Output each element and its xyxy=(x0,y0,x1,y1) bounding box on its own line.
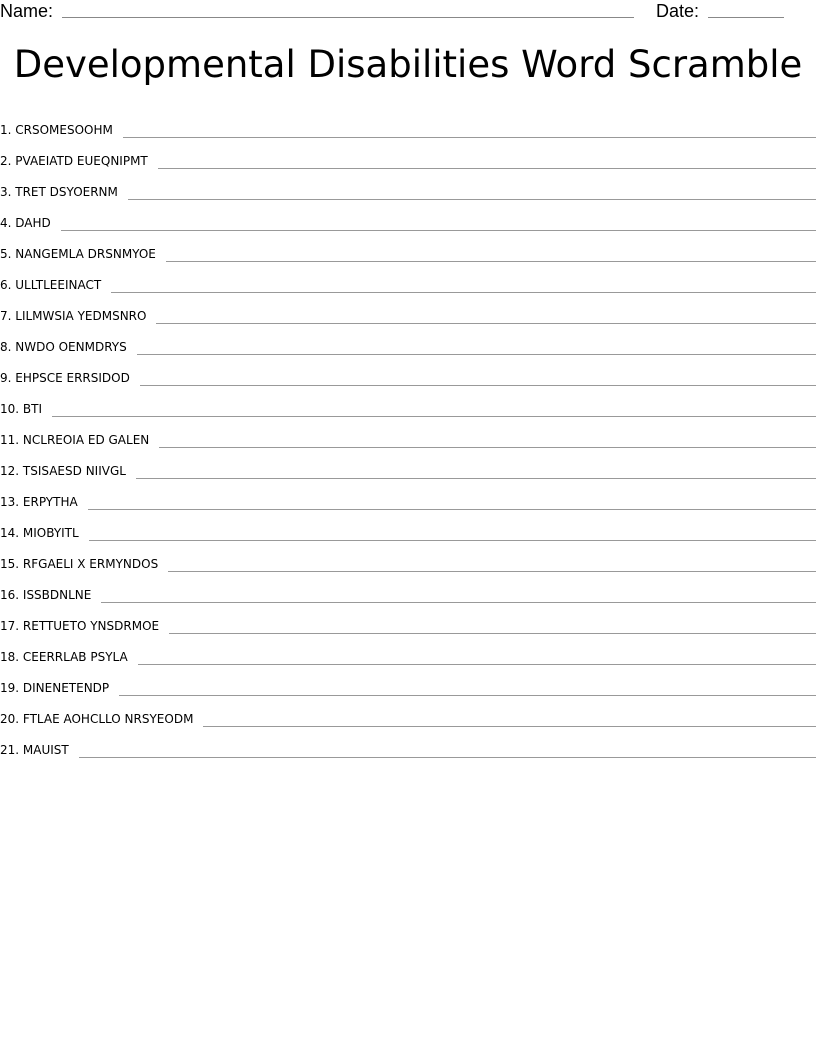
scrambled-word: 16. ISSBDNLNE xyxy=(0,588,92,602)
list-item xyxy=(0,452,816,483)
list-item xyxy=(0,390,816,421)
list-item xyxy=(0,266,816,297)
answer-line[interactable] xyxy=(136,478,816,479)
date-field-line[interactable] xyxy=(708,17,784,18)
answer-line[interactable] xyxy=(156,323,816,324)
answer-line[interactable] xyxy=(52,416,816,417)
scrambled-word: 7. LILMWSIA YEDMSNRO xyxy=(0,309,147,323)
scrambled-word: 12. TSISAESD NIIVGL xyxy=(0,464,126,478)
header-row xyxy=(0,0,816,24)
list-item xyxy=(0,173,816,204)
list-item xyxy=(0,359,816,390)
scrambled-word: 2. PVAEIATD EUEQNIPMT xyxy=(0,154,148,168)
list-item xyxy=(0,669,816,700)
answer-line[interactable] xyxy=(123,137,816,138)
list-item xyxy=(0,576,816,607)
date-label: Date: xyxy=(656,1,700,21)
scrambled-word: 21. MAUIST xyxy=(0,743,69,757)
list-item xyxy=(0,545,816,576)
scramble-list xyxy=(0,111,816,762)
scrambled-word: 17. RETTUETO YNSDRMOE xyxy=(0,619,160,633)
scrambled-word: 9. EHPSCE ERRSIDOD xyxy=(0,371,130,385)
list-item xyxy=(0,235,816,266)
scrambled-word: 4. DAHD xyxy=(0,216,51,230)
list-item xyxy=(0,731,816,762)
list-item xyxy=(0,514,816,545)
scrambled-word: 14. MIOBYITL xyxy=(0,526,79,540)
scrambled-word: 15. RFGAELI X ERMYNDOS xyxy=(0,557,159,571)
answer-line[interactable] xyxy=(128,199,816,200)
answer-line[interactable] xyxy=(168,571,816,572)
scrambled-word: 5. NANGEMLA DRSNMYOE xyxy=(0,247,156,261)
name-field-line[interactable] xyxy=(62,17,634,18)
answer-line[interactable] xyxy=(158,168,816,169)
scrambled-word: 8. NWDO OENMDRYS xyxy=(0,340,127,354)
list-item xyxy=(0,328,816,359)
list-item xyxy=(0,204,816,235)
scrambled-word: 10. BTI xyxy=(0,402,42,416)
scrambled-word: 20. FTLAE AOHCLLO NRSYEODM xyxy=(0,712,194,726)
scrambled-word: 19. DINENETENDP xyxy=(0,681,110,695)
name-label: Name: xyxy=(0,1,54,21)
answer-line[interactable] xyxy=(79,757,816,758)
list-item xyxy=(0,638,816,669)
list-item xyxy=(0,483,816,514)
list-item xyxy=(0,607,816,638)
list-item xyxy=(0,111,816,142)
answer-line[interactable] xyxy=(140,385,816,386)
answer-line[interactable] xyxy=(137,354,816,355)
scrambled-word: 13. ERPYTHA xyxy=(0,495,78,509)
answer-line[interactable] xyxy=(203,726,816,727)
answer-line[interactable] xyxy=(159,447,816,448)
list-item xyxy=(0,421,816,452)
scrambled-word: 11. NCLREOIA ED GALEN xyxy=(0,433,150,447)
scrambled-word: 18. CEERRLAB PSYLA xyxy=(0,650,128,664)
scrambled-word: 1. CRSOMESOOHM xyxy=(0,123,113,137)
answer-line[interactable] xyxy=(101,602,816,603)
scrambled-word: 3. TRET DSYOERNM xyxy=(0,185,118,199)
answer-line[interactable] xyxy=(61,230,816,231)
answer-line[interactable] xyxy=(169,633,816,634)
answer-line[interactable] xyxy=(89,540,816,541)
answer-line[interactable] xyxy=(119,695,816,696)
list-item xyxy=(0,700,816,731)
page-title: Developmental Disabilities Word Scramble xyxy=(13,43,803,86)
list-item xyxy=(0,142,816,173)
list-item xyxy=(0,297,816,328)
scrambled-word: 6. ULLTLEEINACT xyxy=(0,278,102,292)
answer-line[interactable] xyxy=(88,509,816,510)
answer-line[interactable] xyxy=(166,261,816,262)
answer-line[interactable] xyxy=(138,664,816,665)
answer-line[interactable] xyxy=(111,292,816,293)
